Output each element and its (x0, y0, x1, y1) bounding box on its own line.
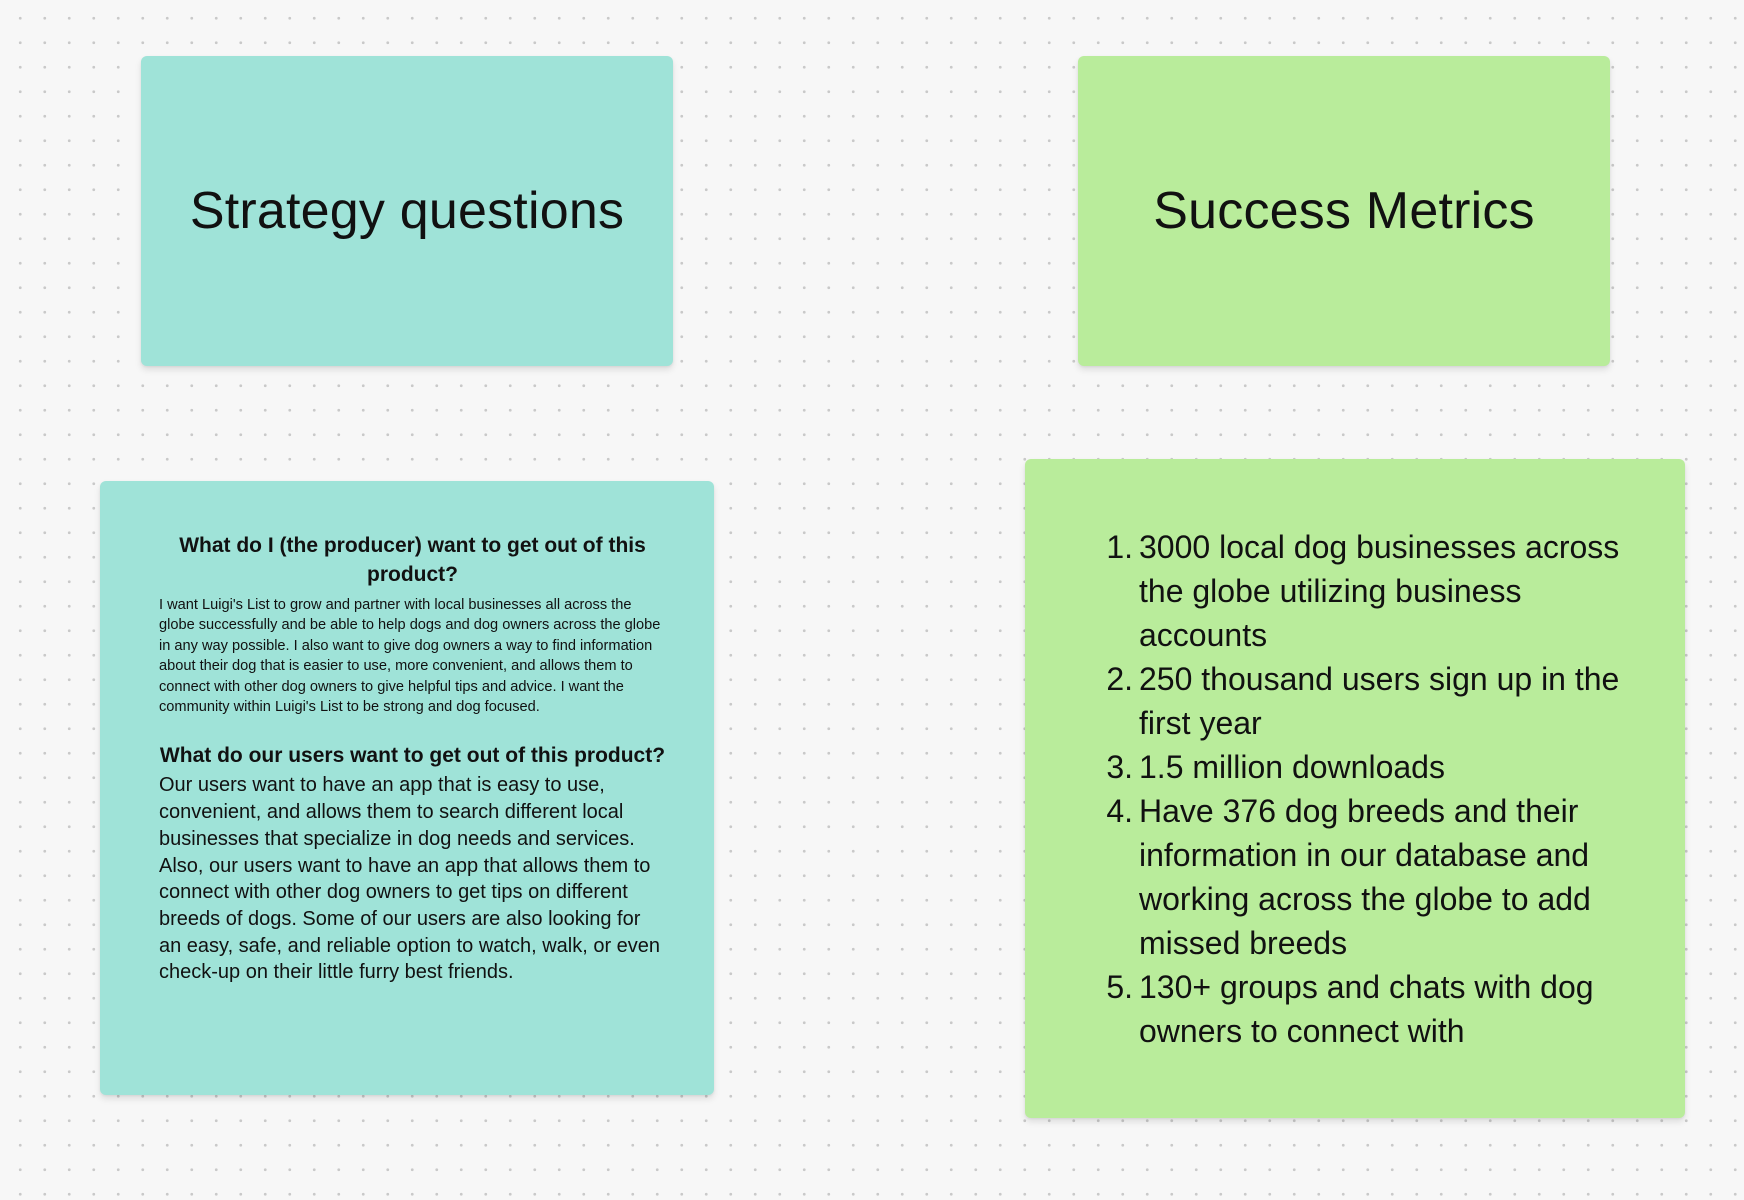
metric-number: 4. (1106, 793, 1133, 829)
success-metrics-sticky-note[interactable] (1078, 56, 1610, 366)
producer-answer-text: I want Luigi's List to grow and partner with local businesses all across the globe successfully and be able to help dogs and dog owners across the globe in any way possible. I also want to give dog owners a way to find information about their dog that is easier to use, more convenient, and allows them to connect with other dog owners to give helpful tips and advice. I want the community within Luigi's List to be strong and dog focused. (159, 597, 661, 716)
metric-number: 2. (1106, 661, 1133, 697)
metric-text: 250 thousand users sign up in the first year (1139, 661, 1620, 741)
strategy-questions-title: Strategy questions (189, 182, 625, 240)
metric-item-5 (1095, 965, 1645, 1053)
metric-item-4 (1095, 789, 1645, 965)
strategy-detail-sticky-note[interactable] (100, 481, 714, 1095)
metric-text: 1.5 million downloads (1139, 749, 1445, 785)
strategy-questions-sticky-note[interactable] (141, 56, 673, 366)
users-answer-text: Our users want to have an app that is easy to use, convenient, and allows them to search different local businesses that specialize in dog needs and services. Also, our users want to have an app that allows them to connect with other dog owners to get tips on different breeds of dogs. Some of our users are also looking for an easy, safe, and reliable option to watch, walk, or even check-up on their little furry best friends. (159, 774, 661, 984)
metric-text: 3000 local dog businesses across the globe utilizing business accounts (1139, 529, 1620, 653)
metric-text: 130+ groups and chats with dog owners to connect with (1139, 969, 1594, 1049)
metric-item-1 (1095, 525, 1645, 657)
success-metrics-list-sticky-note[interactable] (1025, 459, 1685, 1118)
metric-item-3 (1095, 745, 1645, 789)
metric-item-2 (1095, 657, 1645, 745)
success-metrics-title: Success Metrics (1153, 182, 1535, 240)
users-question-heading: What do our users want to get out of this product? (159, 744, 666, 768)
success-metrics-list (1095, 525, 1645, 1053)
metric-number: 1. (1106, 529, 1133, 565)
metric-text: Have 376 dog breeds and their information in our database and working across the globe to add missed breeds (1139, 793, 1591, 961)
metric-number: 3. (1106, 749, 1133, 785)
metric-number: 5. (1106, 969, 1133, 1005)
producer-question-heading: What do I (the producer) want to get out of this product? (179, 534, 646, 586)
